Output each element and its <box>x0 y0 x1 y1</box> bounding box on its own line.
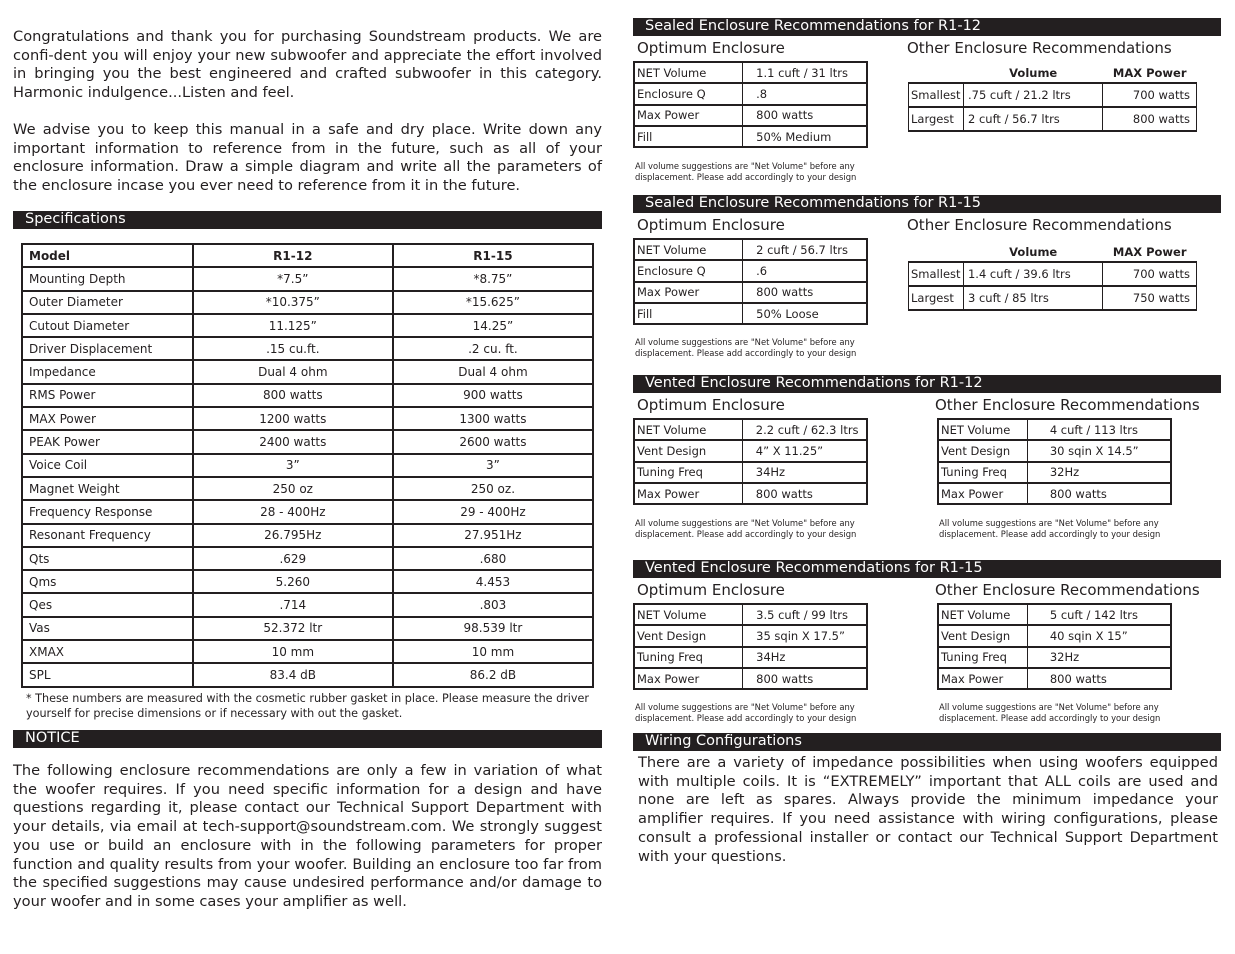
param-label: Tuning Freq <box>938 462 1027 483</box>
param-value: 4 cuft / 113 ltrs <box>1027 419 1171 440</box>
spec-label: Qts <box>22 547 193 570</box>
spec-row <box>22 384 593 407</box>
spec-value: *10.375” <box>193 291 393 314</box>
wiring-heading: Wiring Configurations <box>633 733 1221 751</box>
spec-value: 86.2 dB <box>393 663 593 686</box>
spec-col-r1-12: R1-12 <box>193 244 393 267</box>
sealed-r1-12-heading: Sealed Enclosure Recommendations for R1-12 <box>633 18 1221 36</box>
param-row <box>634 604 867 625</box>
spec-value: 14.25” <box>393 314 593 337</box>
spec-label: Frequency Response <box>22 500 193 523</box>
power-value: 750 watts <box>1103 286 1197 310</box>
other-row <box>909 262 1197 286</box>
spec-value: 800 watts <box>193 384 393 407</box>
specifications-table <box>21 243 594 688</box>
spec-row <box>22 337 593 360</box>
spec-value: 11.125” <box>193 314 393 337</box>
param-row <box>938 419 1171 440</box>
spec-value: 10 mm <box>193 640 393 663</box>
sealed-r1-15-maxpower-header: MAX Power <box>1112 245 1187 259</box>
spec-row <box>22 617 593 640</box>
other-row <box>909 83 1197 107</box>
param-row <box>634 483 867 504</box>
spec-row <box>22 663 593 686</box>
size-label: Largest <box>909 286 964 310</box>
spec-value: 26.795Hz <box>193 524 393 547</box>
other-row <box>909 286 1197 310</box>
param-label: NET Volume <box>938 604 1027 625</box>
spec-row <box>22 593 593 616</box>
spec-value: 27.951Hz <box>393 524 593 547</box>
spec-label: Resonant Frequency <box>22 524 193 547</box>
param-value: 50% Loose <box>743 303 867 324</box>
spec-value: 2400 watts <box>193 430 393 453</box>
param-row <box>938 625 1171 646</box>
param-row <box>938 462 1171 483</box>
spec-label: Mounting Depth <box>22 267 193 290</box>
param-label: NET Volume <box>634 419 742 440</box>
param-row <box>938 604 1171 625</box>
spec-label: RMS Power <box>22 384 193 407</box>
param-value: 34Hz <box>742 462 867 483</box>
param-label: Max Power <box>634 668 743 689</box>
spec-label: Voice Coil <box>22 454 193 477</box>
param-label: Vent Design <box>634 440 742 461</box>
notice-heading: NOTICE <box>13 730 602 748</box>
param-row <box>634 625 867 646</box>
vented-r1-12-optimum-table <box>633 418 868 505</box>
param-value: 35 sqin X 17.5” <box>743 625 867 646</box>
spec-label: XMAX <box>22 640 193 663</box>
sealed-r1-15-optimum-table <box>633 238 868 325</box>
spec-label: Driver Displacement <box>22 337 193 360</box>
param-label: Vent Design <box>634 625 743 646</box>
sealed-r1-15-heading: Sealed Enclosure Recommendations for R1-15 <box>633 195 1221 213</box>
intro-paragraph-1: Congratulations and thank you for purchasing Soundstream products. We are confi-dent you will enjoy your new subwoofer and appreciate the effort involved in bringing you the best engineered and crafted subwoofer in this category. Harmonic indulgence...Listen and feel. <box>13 28 602 102</box>
spec-value: 250 oz <box>193 477 393 500</box>
param-value: 800 watts <box>743 668 867 689</box>
spec-value: 98.539 ltr <box>393 617 593 640</box>
spec-col-r1-15: R1-15 <box>393 244 593 267</box>
spec-label: PEAK Power <box>22 430 193 453</box>
param-row <box>938 647 1171 668</box>
param-label: Enclosure Q <box>634 83 743 104</box>
param-row <box>634 239 867 260</box>
sealed-r1-15-optimum-title: Optimum Enclosure <box>637 216 785 234</box>
param-value: 1.1 cuft / 31 ltrs <box>743 62 867 83</box>
spec-label: Cutout Diameter <box>22 314 193 337</box>
vented-r1-12-volume-note: All volume suggestions are "Net Volume" before any displacement. Please add accordingly to your design <box>635 518 857 539</box>
spec-row <box>22 314 593 337</box>
param-label: NET Volume <box>634 604 743 625</box>
spec-label: Qms <box>22 570 193 593</box>
spec-label: SPL <box>22 663 193 686</box>
spec-row <box>22 430 593 453</box>
spec-value: .714 <box>193 593 393 616</box>
param-row <box>634 668 867 689</box>
vented-r1-15-optimum-table <box>633 603 868 690</box>
spec-value: 10 mm <box>393 640 593 663</box>
param-row <box>634 126 867 147</box>
vented-r1-15-heading: Vented Enclosure Recommendations for R1-15 <box>633 560 1221 578</box>
power-value: 700 watts <box>1103 262 1197 286</box>
param-label: Max Power <box>634 483 742 504</box>
param-label: Max Power <box>938 668 1027 689</box>
spec-value: 3” <box>193 454 393 477</box>
size-label: Largest <box>909 107 964 131</box>
power-value: 700 watts <box>1103 83 1197 107</box>
param-value: 2.2 cuft / 62.3 ltrs <box>742 419 867 440</box>
param-value: 32Hz <box>1027 462 1171 483</box>
sealed-r1-12-other-table <box>908 64 1197 132</box>
spec-row <box>22 291 593 314</box>
param-row <box>634 419 867 440</box>
vented-r1-15-other-title: Other Enclosure Recommendations <box>935 581 1200 599</box>
param-label: Tuning Freq <box>634 647 743 668</box>
param-value: 3.5 cuft / 99 ltrs <box>743 604 867 625</box>
size-label: Smallest <box>909 83 964 107</box>
spec-value: .2 cu. ft. <box>393 337 593 360</box>
spec-row <box>22 477 593 500</box>
spec-row <box>22 640 593 663</box>
param-label: Vent Design <box>938 625 1027 646</box>
spec-row <box>22 407 593 430</box>
param-label: Max Power <box>938 483 1027 504</box>
param-row <box>634 62 867 83</box>
volume-value: 2 cuft / 56.7 ltrs <box>963 107 1102 131</box>
spec-row <box>22 524 593 547</box>
spec-row <box>22 360 593 383</box>
param-row <box>634 440 867 461</box>
spec-value: 2600 watts <box>393 430 593 453</box>
spec-value: 83.4 dB <box>193 663 393 686</box>
spec-value: Dual 4 ohm <box>393 360 593 383</box>
spec-row <box>22 500 593 523</box>
spec-value: *7.5” <box>193 267 393 290</box>
sealed-r1-12-other-title: Other Enclosure Recommendations <box>907 39 1172 57</box>
param-row <box>634 462 867 483</box>
spec-value: 52.372 ltr <box>193 617 393 640</box>
spec-label: Vas <box>22 617 193 640</box>
param-row <box>938 440 1171 461</box>
param-row <box>634 260 867 281</box>
spec-value: 29 - 400Hz <box>393 500 593 523</box>
vented-r1-12-heading: Vented Enclosure Recommendations for R1-12 <box>633 375 1221 393</box>
param-value: .8 <box>743 83 867 104</box>
spec-label: Qes <box>22 593 193 616</box>
param-value: 800 watts <box>1027 483 1171 504</box>
spec-label: Magnet Weight <box>22 477 193 500</box>
param-value: 50% Medium <box>743 126 867 147</box>
param-value: 800 watts <box>743 282 867 303</box>
spec-row <box>22 570 593 593</box>
vented-r1-12-other-table <box>937 418 1172 505</box>
spec-value: *8.75” <box>393 267 593 290</box>
param-label: Enclosure Q <box>634 260 743 281</box>
param-label: NET Volume <box>634 239 743 260</box>
param-row <box>634 83 867 104</box>
vented-r1-12-other-title: Other Enclosure Recommendations <box>935 396 1200 414</box>
power-value: 800 watts <box>1103 107 1197 131</box>
param-value: .6 <box>743 260 867 281</box>
spec-value: 3” <box>393 454 593 477</box>
spec-row <box>22 267 593 290</box>
specifications-heading: Specifications <box>13 211 602 229</box>
intro-paragraph-2: We advise you to keep this manual in a safe and dry place. Write down any important information to reference from in the future, such as all of your enclosure information. Draw a simple diagram and write all the parameters of the enclosure incase you ever need to reference from it in the future. <box>13 121 602 195</box>
sealed-r1-15-other-title: Other Enclosure Recommendations <box>907 216 1172 234</box>
param-label: Vent Design <box>938 440 1027 461</box>
param-value: 4” X 11.25” <box>742 440 867 461</box>
vented-r1-12-optimum-title: Optimum Enclosure <box>637 396 785 414</box>
spec-value: .803 <box>393 593 593 616</box>
spec-value: .629 <box>193 547 393 570</box>
param-value: 40 sqin X 15” <box>1027 625 1171 646</box>
vented-r1-15-volume-note: All volume suggestions are "Net Volume" before any displacement. Please add accordingly to your design <box>635 702 857 723</box>
spec-header-row <box>22 244 593 267</box>
param-label: Fill <box>634 303 743 324</box>
param-label: Fill <box>634 126 743 147</box>
spec-value: .15 cu.ft. <box>193 337 393 360</box>
param-label: Tuning Freq <box>634 462 742 483</box>
spec-col-model: Model <box>22 244 193 267</box>
size-label: Smallest <box>909 262 964 286</box>
spec-label: Impedance <box>22 360 193 383</box>
sealed-r1-15-volume-note: All volume suggestions are "Net Volume" before any displacement. Please add accordingly to your design <box>635 337 857 358</box>
spec-value: 5.260 <box>193 570 393 593</box>
param-label: Max Power <box>634 282 743 303</box>
param-label: NET Volume <box>634 62 743 83</box>
spec-row <box>22 547 593 570</box>
param-row <box>634 647 867 668</box>
vented-r1-15-optimum-title: Optimum Enclosure <box>637 581 785 599</box>
sealed-r1-15-volume-header: Volume <box>1009 245 1058 259</box>
sealed-r1-12-volume-note: All volume suggestions are "Net Volume" before any displacement. Please add accordingly to your design <box>635 161 857 182</box>
param-row <box>634 105 867 126</box>
param-label: Tuning Freq <box>938 647 1027 668</box>
spec-label: Outer Diameter <box>22 291 193 314</box>
notice-paragraph: The following enclosure recommendations are only a few in variation of what the woofer requires. If you need specific information for a design and have questions regarding it, please contact our Technical Support Department with your details, via email at tech-support@soundstream.com. We strongly suggest you use or build an enclosure with in the following parameters for proper function and quality results from your woofer. Building an enclosure too far from the specified suggestions may cause undesired performance and/or damage to your woofer and in some cases your amplifier as well. <box>13 762 602 910</box>
sealed-r1-12-volume-header: Volume <box>1009 66 1058 80</box>
sealed-r1-12-maxpower-header: MAX Power <box>1112 66 1187 80</box>
spec-value: *15.625” <box>393 291 593 314</box>
param-value: 5 cuft / 142 ltrs <box>1027 604 1171 625</box>
param-row <box>634 303 867 324</box>
specifications-footnote: * These numbers are measured with the cosmetic rubber gasket in place. Please measure the driver yourself for precise dimensions or if necessary with out the gasket. <box>26 692 590 720</box>
volume-value: 1.4 cuft / 39.6 ltrs <box>963 262 1102 286</box>
sealed-r1-15-other-table <box>908 243 1197 311</box>
param-value: 800 watts <box>743 105 867 126</box>
param-label: Max Power <box>634 105 743 126</box>
wiring-paragraph: There are a variety of impedance possibilities when using woofers equipped with multiple coils. It is “EXTREMELY” important that ALL coils are used and none are left as spares. Always provide the minimum impedance your amplifier requires. If you need assistance with wiring configurations, please consult a professional installer or contact our Technical Support Department with your questions. <box>638 754 1218 865</box>
param-row <box>938 483 1171 504</box>
spec-value: .680 <box>393 547 593 570</box>
spec-value: Dual 4 ohm <box>193 360 393 383</box>
spec-value: 900 watts <box>393 384 593 407</box>
other-row <box>909 107 1197 131</box>
sealed-r1-12-optimum-table <box>633 61 868 148</box>
spec-value: 4.453 <box>393 570 593 593</box>
sealed-r1-12-optimum-title: Optimum Enclosure <box>637 39 785 57</box>
volume-value: .75 cuft / 21.2 ltrs <box>963 83 1102 107</box>
param-value: 800 watts <box>1027 668 1171 689</box>
spec-row <box>22 454 593 477</box>
vented-r1-15-other-table <box>937 603 1172 690</box>
spec-value: 1300 watts <box>393 407 593 430</box>
param-row <box>938 668 1171 689</box>
param-value: 32Hz <box>1027 647 1171 668</box>
spec-label: MAX Power <box>22 407 193 430</box>
param-value: 2 cuft / 56.7 ltrs <box>743 239 867 260</box>
vented-r1-12-other-volume-note: All volume suggestions are "Net Volume" before any displacement. Please add accordingly to your design <box>939 518 1161 539</box>
param-label: NET Volume <box>938 419 1027 440</box>
spec-value: 28 - 400Hz <box>193 500 393 523</box>
spec-value: 250 oz. <box>393 477 593 500</box>
volume-value: 3 cuft / 85 ltrs <box>963 286 1102 310</box>
param-row <box>634 282 867 303</box>
vented-r1-15-other-volume-note: All volume suggestions are "Net Volume" before any displacement. Please add accordingly to your design <box>939 702 1161 723</box>
param-value: 30 sqin X 14.5” <box>1027 440 1171 461</box>
param-value: 800 watts <box>742 483 867 504</box>
spec-value: 1200 watts <box>193 407 393 430</box>
param-value: 34Hz <box>743 647 867 668</box>
